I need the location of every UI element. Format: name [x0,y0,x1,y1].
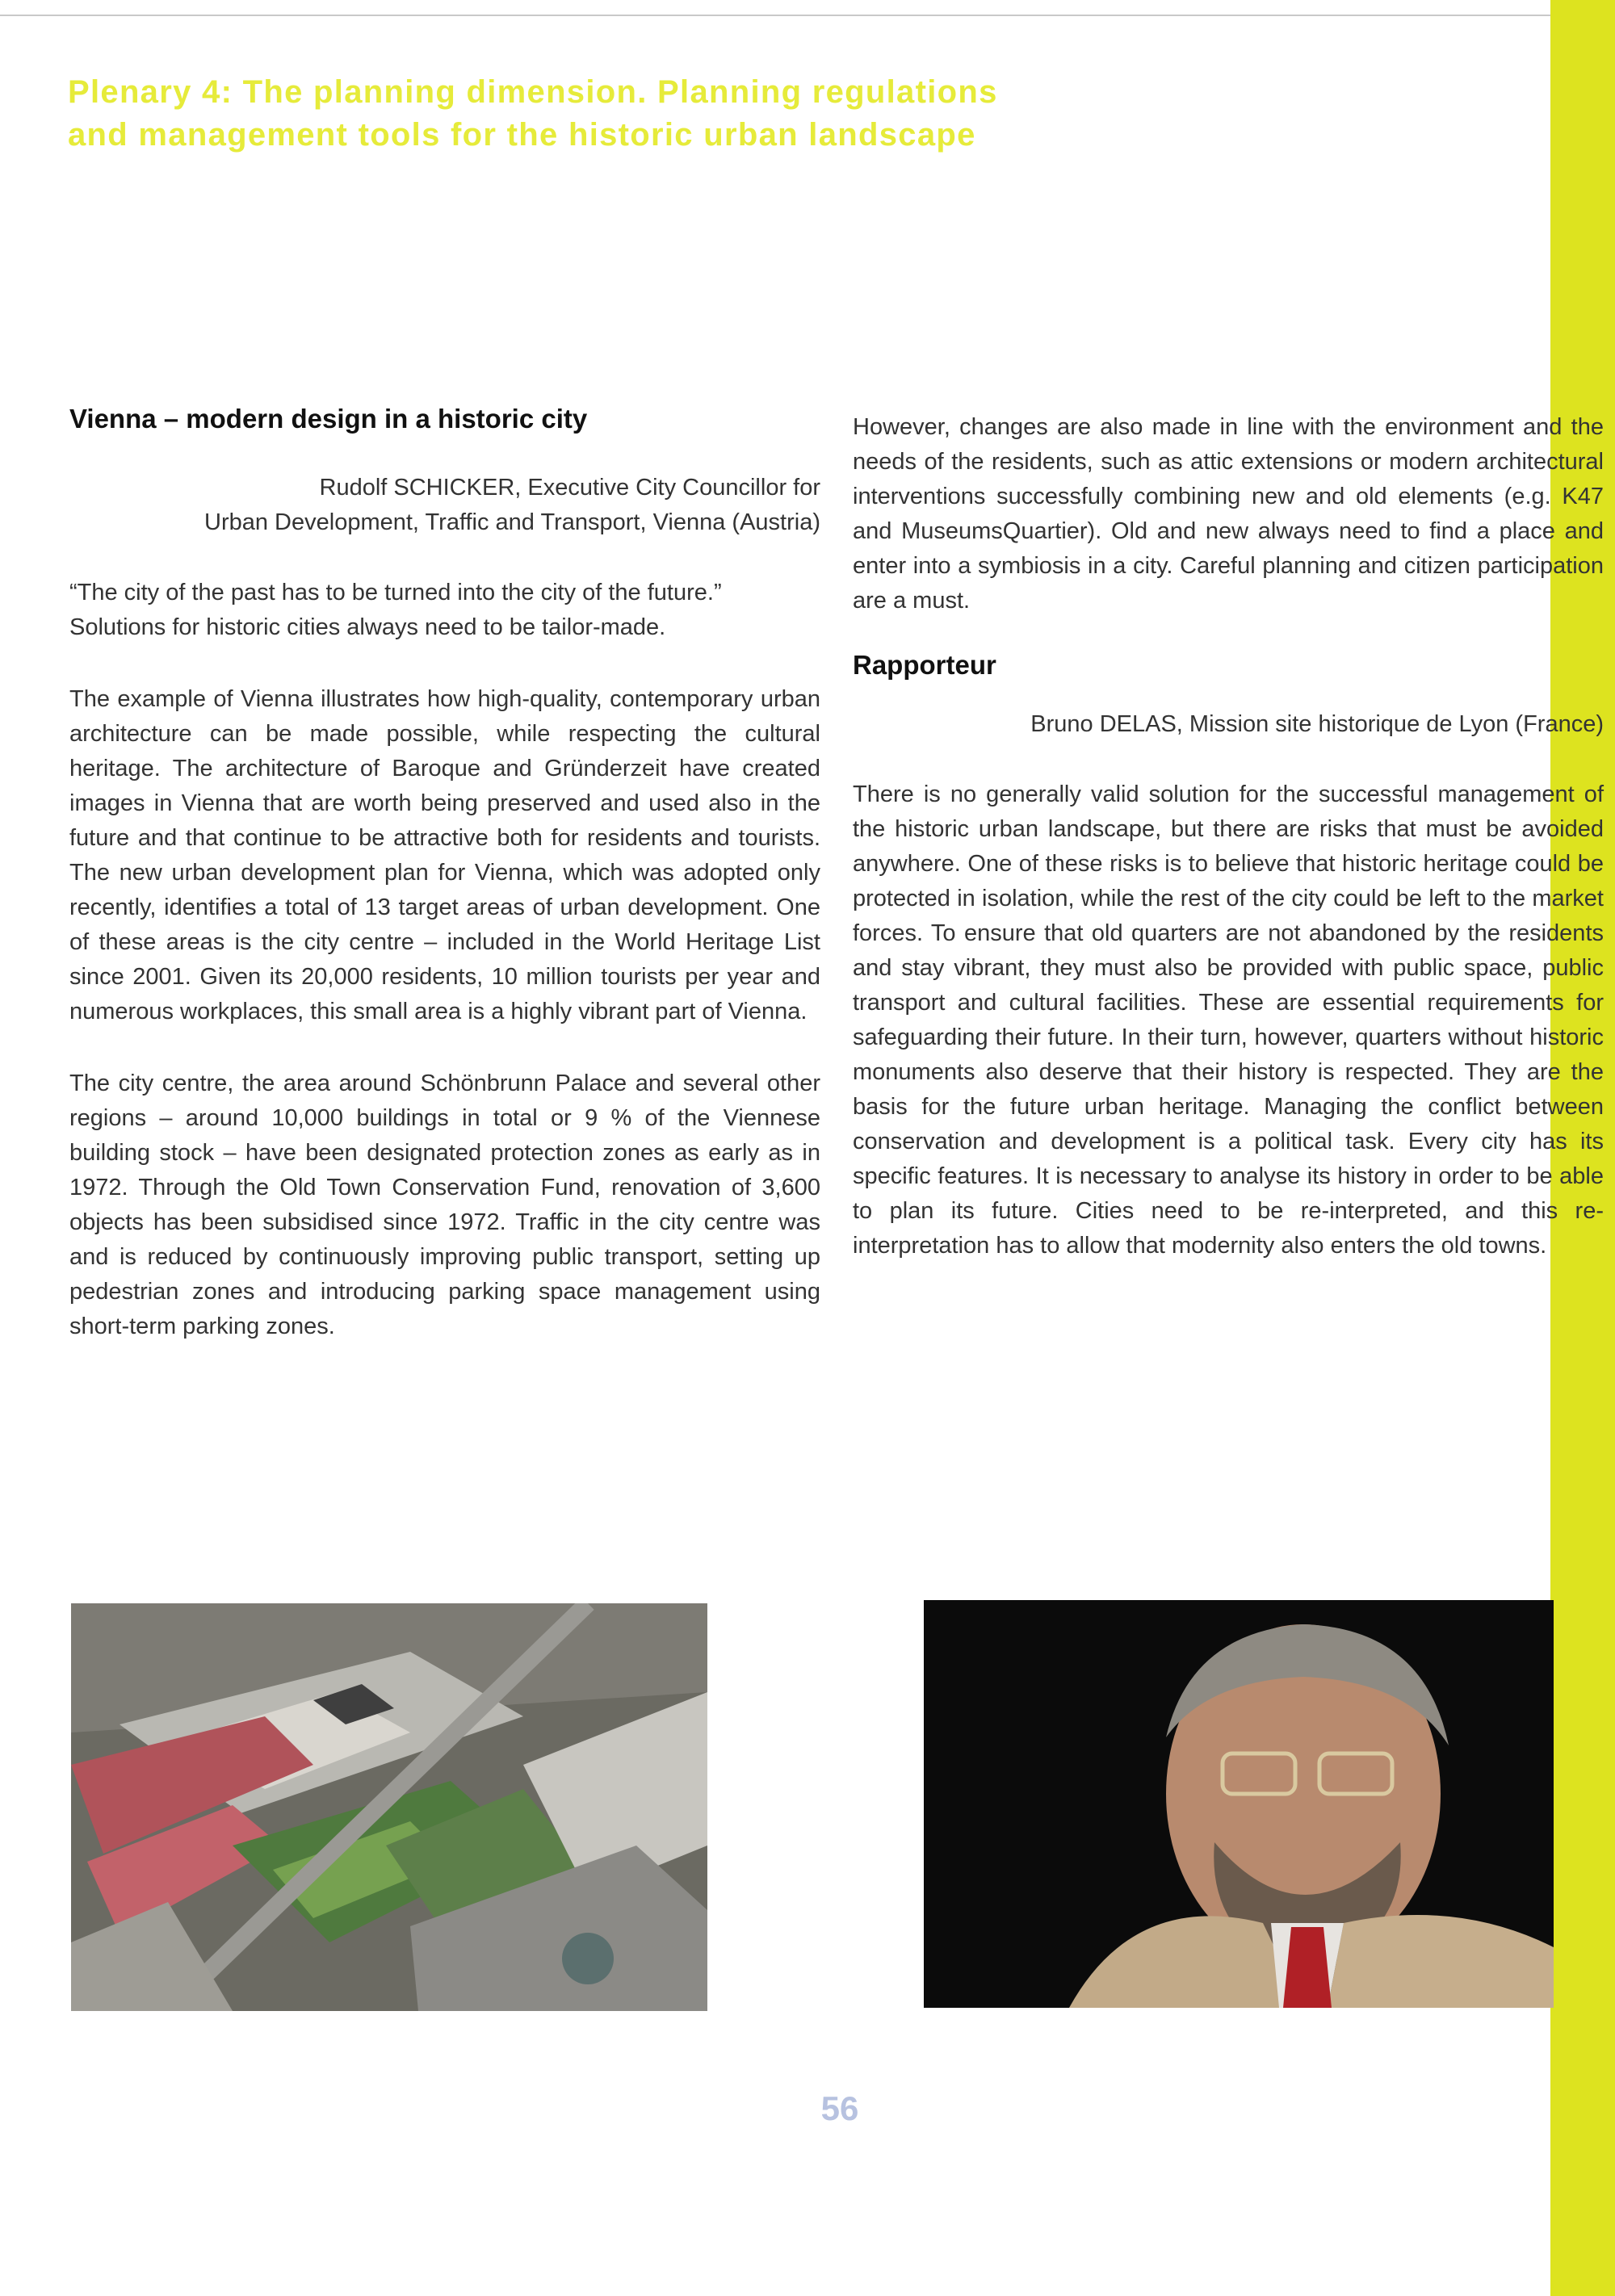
body-paragraph-1: The example of Vienna illustrates how high-quality, contemporary urban architecture can be made possible, while respecting the cultural heritage. The architecture of Baroque and Gründerzeit have created images in Vienna that are worth being preserved and used also in the future and that continue to be attractive both for residents and tourists. The new urban development plan for Vienna, which was adopted only recently, identifies a total of 13 target areas of urban development. One of these areas is the city centre – included in the World Heritage List since 2001. Given its 20,000 residents, 10 million tourists per year and numerous workplaces, this small area is a highly vibrant part of Vienna. [69,686,820,1024]
author-line-2: Urban Development, Traffic and Transport, Vienna (Austria) [204,509,820,535]
aerial-city-photo [71,1603,707,2011]
page-number: 56 [820,2089,859,2127]
quote-paragraph: “The city of the past has to be turned into the city of the future.” Solutions for historic cities always need to be tailor-made. [69,580,722,640]
plenary-title-line-2: and management tools for the historic urban landscape [68,117,976,153]
plenary-title-line-1: Plenary 4: The planning dimension. Planning regulations [68,74,998,110]
portrait-photo [924,1600,1554,2008]
rapporteur-author: Bruno DELAS, Mission site historique de Lyon (France) [1030,711,1604,737]
left-column [69,401,820,1344]
right-column [853,410,1604,1263]
body-paragraph-3: However, changes are also made in line with the environment and the needs of the residents, such as attic extensions or modern architectural interventions successfully combining new and old elements (e.g. K47 and MuseumsQuartier). Old and new always need to find a place and enter into a symbiosis in a city. Careful planning and citizen participation are a must. [853,414,1604,614]
plenary-title [68,71,1198,157]
article-heading: Vienna – modern design in a historic city [69,404,588,434]
body-paragraph-2: The city centre, the area around Schönbrunn Palace and several other regions – around 10,000 buildings in total or 9 % of the Viennese building stock – have been designated protection zones as early as in 1972. Through the Old Town Conservation Fund, renovation of 3,600 objects has been subsidised since 1972. Traffic in the city centre was and is reduced by continuously improving public transport, setting up pedestrian zones and introducing parking space management using short-term parking zones. [69,1070,820,1339]
top-rule [0,15,1550,16]
author-line-1: Rudolf SCHICKER, Executive City Councillor for [319,475,820,501]
rapporteur-heading: Rapporteur [853,650,996,680]
body-paragraph-4: There is no generally valid solution for the successful management of the historic urban landscape, but there are risks that must be avoided anywhere. One of these risks is to believe that historic heritage could be protected in isolation, while the rest of the city could be left to the market forces. To ensure that old quarters are not abandoned by the residents and stay vibrant, they must also be provided with public space, public transport and cultural facilities. These are essential requirements for safeguarding their future. In their turn, however, quarters without historic monuments also deserve that their history is respected. They are the basis for the future urban heritage. Managing the conflict between conservation and development is a political task. Every city has its specific features. It is necessary to analyse its history in order to be able to plan its future. Cities need to be re-interpreted, and this re-interpretation has to allow that modernity also enters the old towns. [853,781,1604,1259]
